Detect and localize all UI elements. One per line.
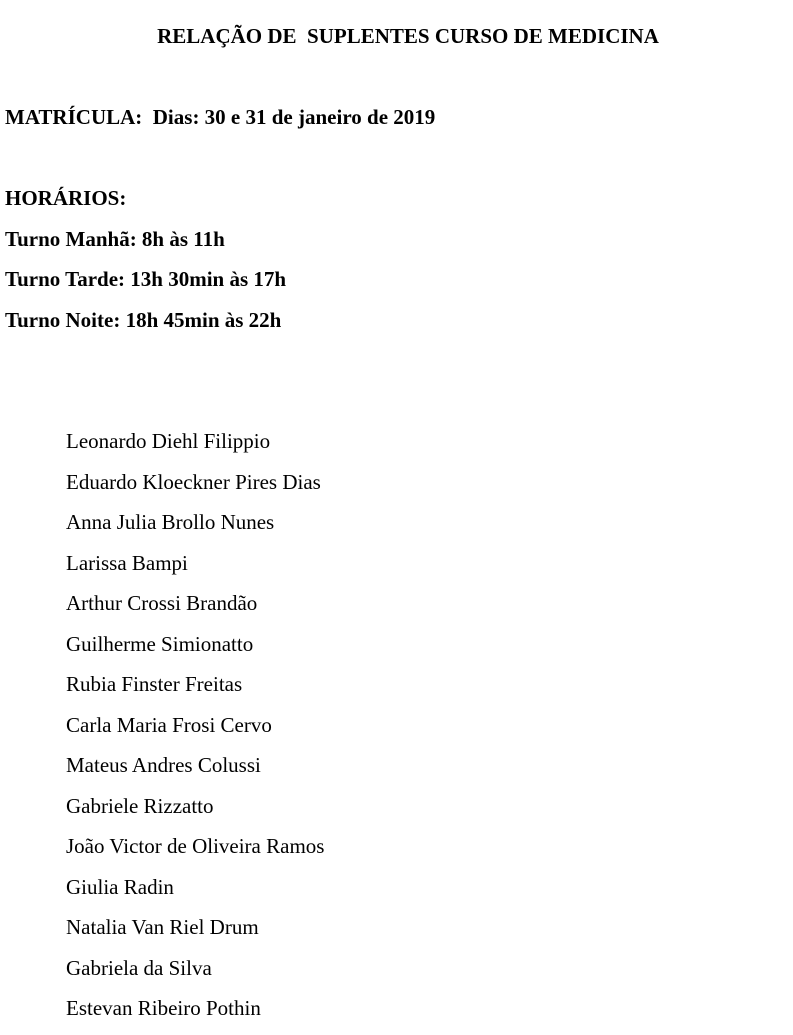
list-item: Mateus Andres Colussi [66, 753, 261, 777]
list-item: Gabriela da Silva [66, 955, 212, 980]
list-item: Arthur Crossi Brandão [66, 591, 258, 615]
list-item: Guilherme Simionatto [66, 631, 254, 656]
list-item: Larissa Bampi [66, 550, 188, 575]
matricula-line: MATRÍCULA: Dias: 30 e 31 de janeiro de 2019 [5, 105, 436, 129]
list-item: Natalia Van Riel Drum [66, 915, 259, 939]
turno-tarde: Turno Tarde: 13h 30min às 17h [5, 267, 287, 291]
list-item: Leonardo Diehl Filippio [66, 429, 271, 453]
turno-manha: Turno Manhã: 8h às 11h [5, 227, 225, 251]
list-item: Estevan Ribeiro Pothin [66, 996, 261, 1020]
list-item: Rubia Finster Freitas [66, 672, 243, 696]
turno-noite: Turno Noite: 18h 45min às 22h [5, 308, 282, 332]
list-item: Giulia Radin [66, 874, 174, 899]
document-title: RELAÇÃO DE SUPLENTES CURSO DE MEDICINA [157, 24, 659, 48]
list-item: João Victor de Oliveira Ramos [66, 834, 325, 858]
list-item: Anna Julia Brollo Nunes [66, 510, 275, 534]
list-item: Eduardo Kloeckner Pires Dias [66, 469, 321, 494]
list-item: Carla Maria Frosi Cervo [66, 712, 272, 737]
suplentes-list [66, 427, 324, 1035]
list-item: Gabriele Rizzatto [66, 793, 214, 818]
horarios-heading: HORÁRIOS: [5, 186, 127, 210]
